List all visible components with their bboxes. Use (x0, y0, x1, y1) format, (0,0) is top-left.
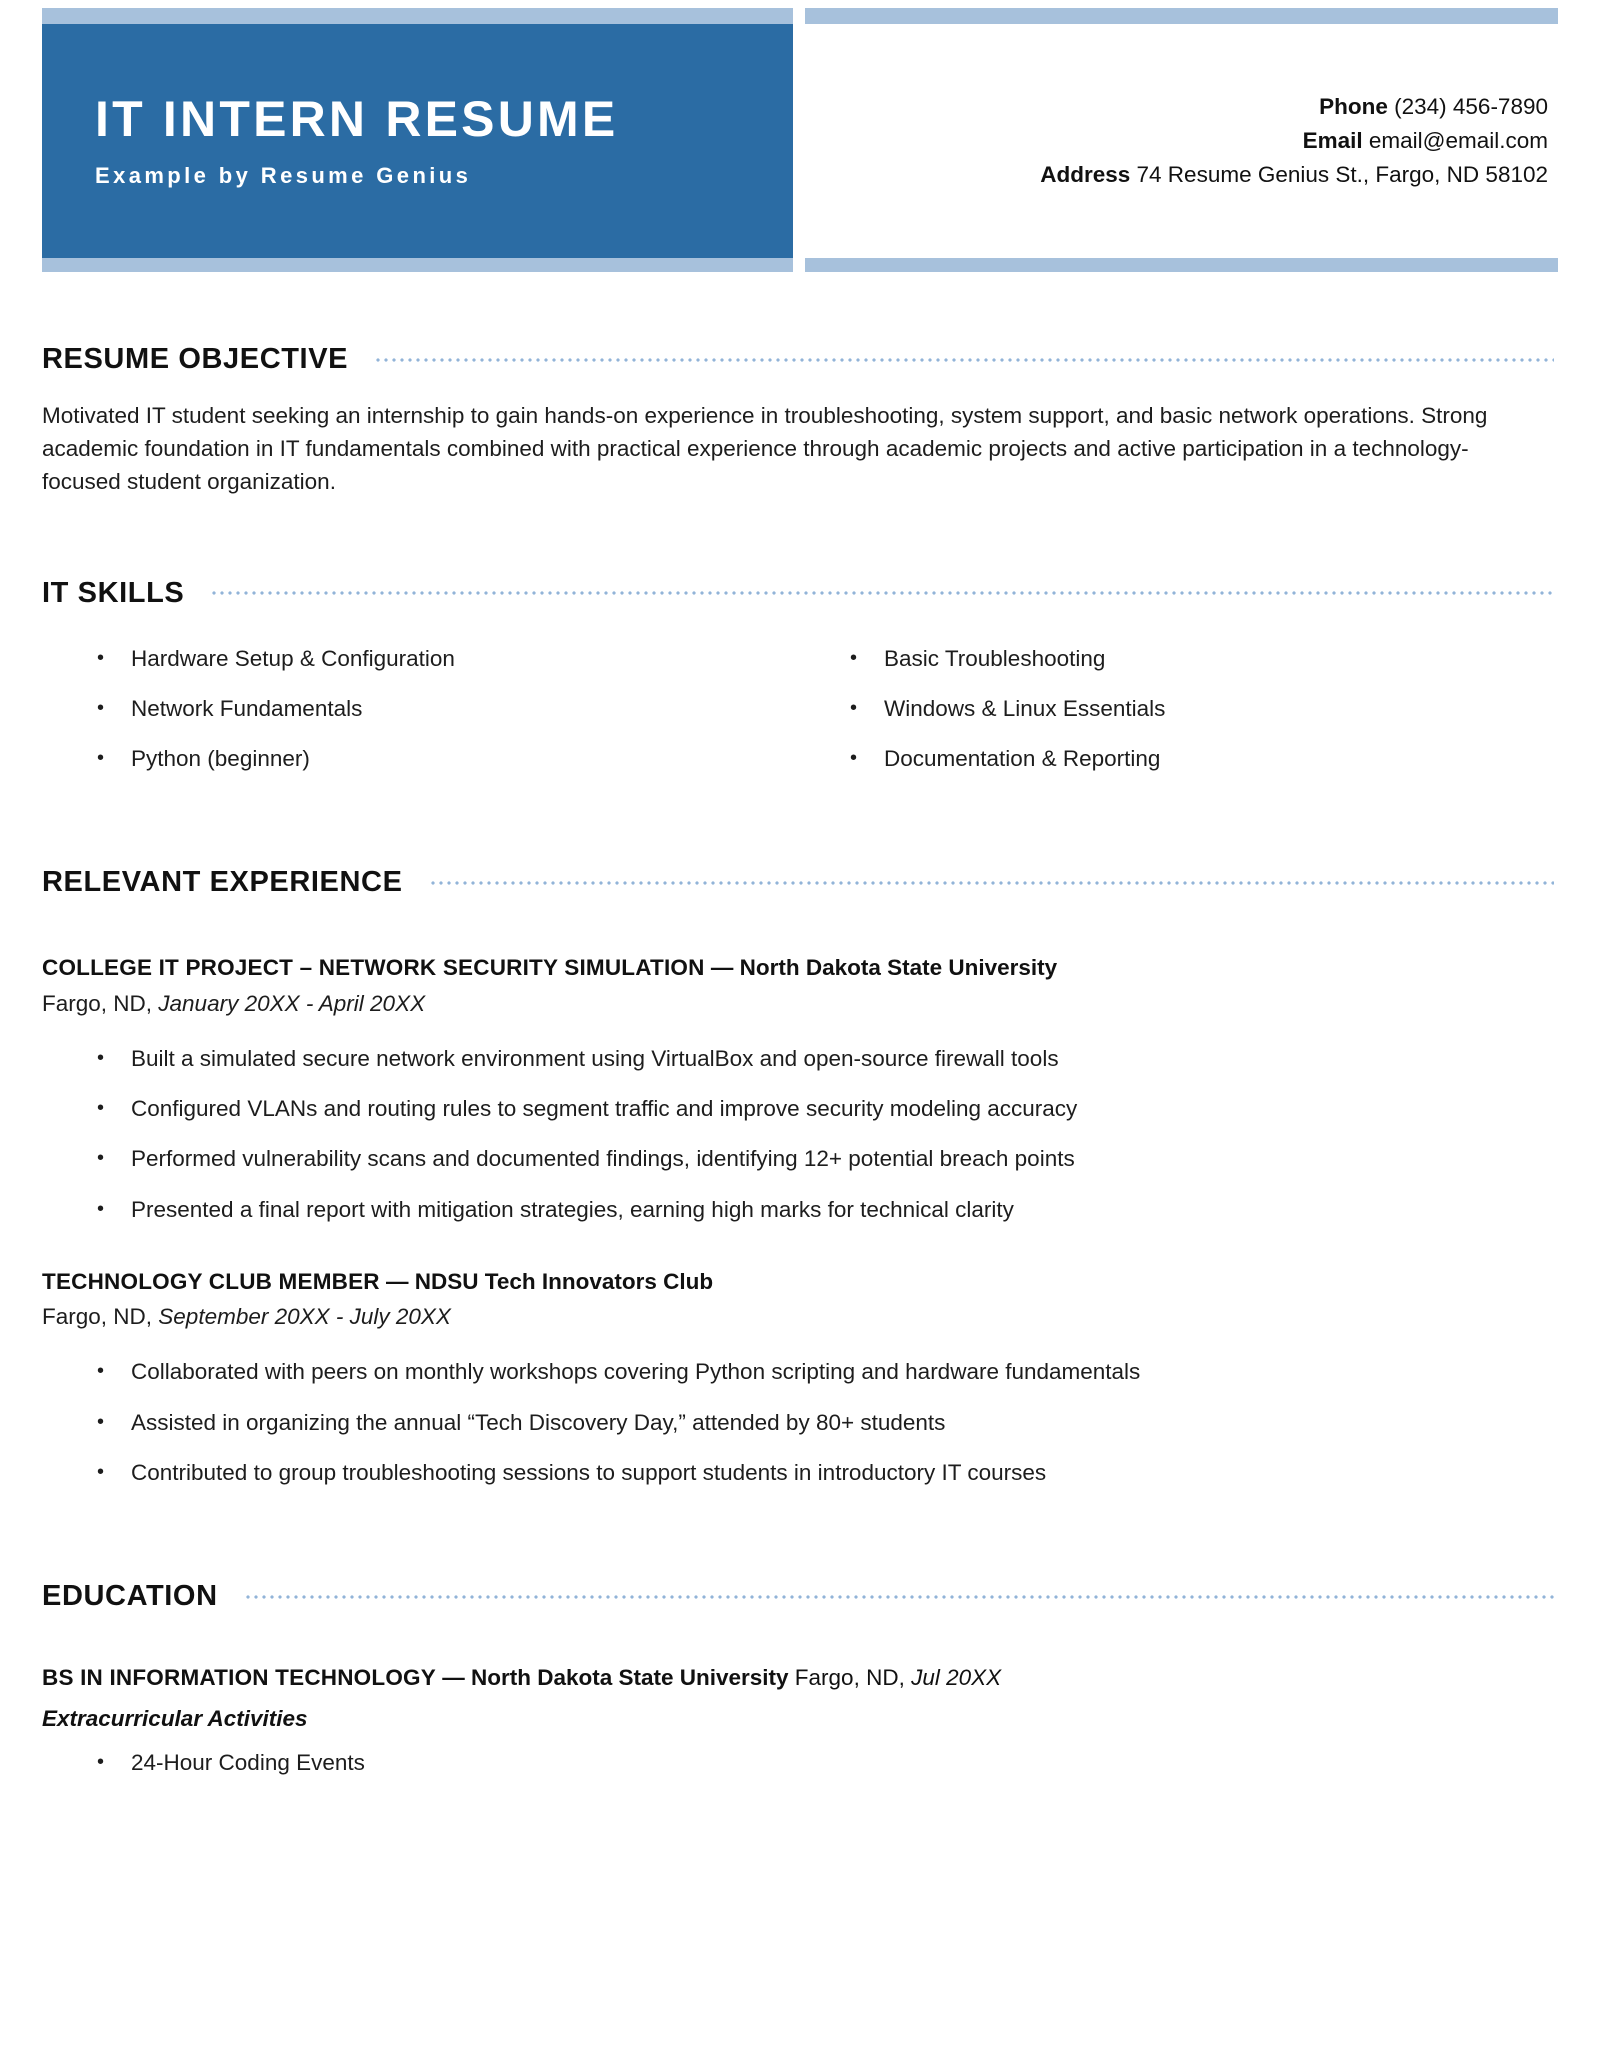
list-item (850, 744, 1558, 773)
resume-header (42, 0, 1558, 275)
objective-text: Motivated IT student seeking an internship to gain hands-on experience in troubleshooting, system support, and basic network operations. Strong academic foundation in IT fundamentals combined with practical experience through academic projects and active participation in a technology-focused student organization. (42, 403, 1488, 494)
skill-label: Network Fundamentals (131, 695, 363, 721)
job-employer: North Dakota State University (739, 955, 1058, 981)
list-item (97, 1357, 1558, 1386)
contact-address (1040, 158, 1548, 192)
header-top-accent-gap (793, 8, 805, 24)
job-separator: — (379, 1268, 415, 1294)
job-bullet: Configured VLANs and routing rules to segment traffic and improve security modeling accuracy (131, 1096, 1078, 1122)
contact-phone (1319, 90, 1548, 124)
job-meta (42, 989, 1558, 1018)
bullet-icon (850, 694, 884, 722)
dotted-rule (210, 591, 1554, 595)
skills-column-right (800, 644, 1558, 795)
section-header (42, 343, 1558, 376)
education-entry (42, 1663, 1558, 1693)
skill-label: Python (beginner) (131, 746, 310, 772)
skills-columns (42, 644, 1558, 795)
skills-column-left (42, 644, 800, 795)
list-item (97, 644, 800, 673)
bullet-icon (97, 1144, 131, 1172)
list-item (97, 744, 800, 773)
bullet-icon (97, 1357, 131, 1385)
job-dates: January 20XX - April 20XX (158, 990, 426, 1016)
bullet-icon (97, 744, 131, 772)
contact-info (805, 24, 1558, 258)
list-item (97, 1748, 1558, 1777)
job-bullet: Contributed to group troubleshooting sessions to support students in introductory IT courses (131, 1459, 1047, 1485)
bullet-icon (850, 644, 884, 672)
section-education (42, 1580, 1558, 1777)
job-bullet-list (42, 1357, 1558, 1487)
contact-email-label: Email (1302, 127, 1363, 153)
list-item (97, 1408, 1558, 1437)
dotted-rule (374, 358, 1554, 362)
dotted-rule (244, 1595, 1554, 1599)
resume-body (0, 275, 1600, 1777)
list-item (850, 694, 1558, 723)
bullet-icon (97, 1408, 131, 1436)
job-bullet-list (42, 1044, 1558, 1224)
section-title-skills: IT SKILLS (42, 576, 185, 609)
contact-address-value: 74 Resume Genius St., Fargo, ND 58102 (1136, 162, 1548, 188)
dotted-rule (429, 881, 1554, 885)
job-dates: September 20XX - July 20XX (158, 1304, 451, 1330)
section-title-experience: RELEVANT EXPERIENCE (42, 866, 403, 899)
list-item (97, 1144, 1558, 1173)
section-title-education: EDUCATION (42, 1580, 218, 1613)
experience-entry (42, 953, 1558, 1224)
skill-label: Documentation & Reporting (884, 746, 1161, 772)
skill-label: Windows & Linux Essentials (884, 695, 1166, 721)
header-bottom-accent-gap (793, 258, 805, 272)
education-separator: — (435, 1665, 471, 1691)
education-degree: BS IN INFORMATION TECHNOLOGY (42, 1665, 436, 1691)
job-headline (42, 1267, 1558, 1296)
list-item (97, 1195, 1558, 1224)
bullet-icon (97, 1458, 131, 1486)
job-headline (42, 953, 1558, 982)
experience-entry (42, 1267, 1558, 1487)
list-item (97, 1458, 1558, 1487)
education-subheading: Extracurricular Activities (42, 1706, 308, 1732)
skill-label: Hardware Setup & Configuration (131, 645, 455, 671)
page-title: IT INTERN RESUME (95, 90, 619, 147)
job-role: COLLEGE IT PROJECT – NETWORK SECURITY SIMULATION (42, 955, 705, 981)
page-subtitle: Example by Resume Genius (95, 163, 472, 189)
contact-email-value: email@email.com (1368, 127, 1548, 153)
skill-label: Basic Troubleshooting (884, 645, 1106, 671)
section-it-skills (42, 577, 1558, 795)
list-item (850, 644, 1558, 673)
section-header (42, 866, 1558, 899)
list-item (97, 1044, 1558, 1073)
section-relevant-experience (42, 866, 1558, 1487)
education-activity-list (42, 1748, 1558, 1777)
job-bullet: Presented a final report with mitigation strategies, earning high marks for technical clarity (131, 1196, 1014, 1222)
list-item (97, 694, 800, 723)
bullet-icon (97, 644, 131, 672)
job-location: Fargo, ND, (42, 990, 159, 1016)
section-title-objective: RESUME OBJECTIVE (42, 343, 349, 375)
job-bullet: Assisted in organizing the annual “Tech Discovery Day,” attended by 80+ students (131, 1409, 946, 1435)
job-bullet: Performed vulnerability scans and documented findings, identifying 12+ potential breach points (131, 1146, 1075, 1172)
header-title-block (42, 24, 793, 258)
contact-phone-value: (234) 456-7890 (1394, 93, 1548, 119)
job-bullet: Built a simulated secure network environment using VirtualBox and open-source firewall tools (131, 1045, 1059, 1071)
bullet-icon (97, 1195, 131, 1223)
bullet-icon (97, 1748, 131, 1776)
education-date: Jul 20XX (911, 1665, 1002, 1691)
section-resume-objective (42, 343, 1558, 499)
education-school: North Dakota State University (470, 1665, 789, 1691)
list-item (97, 1094, 1558, 1123)
section-header (42, 577, 1558, 610)
education-location: Fargo, ND, (788, 1665, 912, 1691)
job-separator: — (704, 955, 740, 981)
section-header (42, 1580, 1558, 1613)
job-meta (42, 1302, 1558, 1331)
bullet-icon (850, 744, 884, 772)
job-location: Fargo, ND, (42, 1304, 159, 1330)
contact-email (1303, 124, 1548, 158)
contact-address-label: Address (1040, 162, 1131, 188)
bullet-icon (97, 1094, 131, 1122)
job-bullet: Collaborated with peers on monthly workshops covering Python scripting and hardware fundamentals (131, 1359, 1141, 1385)
job-role: TECHNOLOGY CLUB MEMBER (42, 1268, 380, 1294)
contact-phone-label: Phone (1319, 93, 1388, 119)
education-activity: 24-Hour Coding Events (131, 1750, 365, 1776)
job-employer: NDSU Tech Innovators Club (414, 1268, 714, 1294)
bullet-icon (97, 694, 131, 722)
bullet-icon (97, 1044, 131, 1072)
